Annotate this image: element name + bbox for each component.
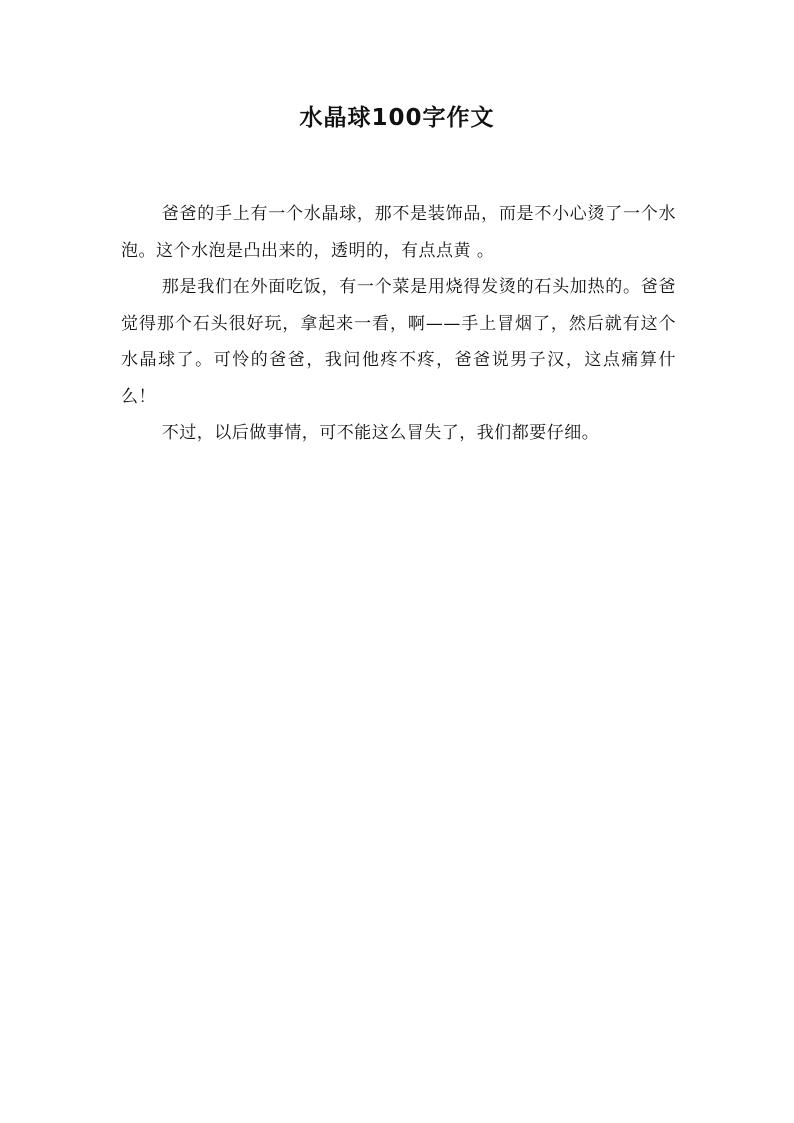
paragraph-1: 爸爸的手上有一个水晶球，那不是装饰品，而是不小心烫了一个水泡。这个水泡是凸出来的，透明的，有点点黄 。: [121, 204, 676, 261]
paragraph-3: 不过，以后做事情，可不能这么冒失了，我们都要仔细。: [161, 423, 600, 443]
document-body: [121, 196, 676, 452]
document-title: 水晶球100字作文: [299, 105, 495, 131]
paragraph-2: 那是我们在外面吃饭，有一个菜是用烧得发烫的石头加热的。爸爸觉得那个石头很好玩，拿起来一看，啊——手上冒烟了，然后就有这个水晶球了。可怜的爸爸，我问他疼不疼，爸爸说男子汉，这点痛算什么！: [121, 277, 676, 407]
